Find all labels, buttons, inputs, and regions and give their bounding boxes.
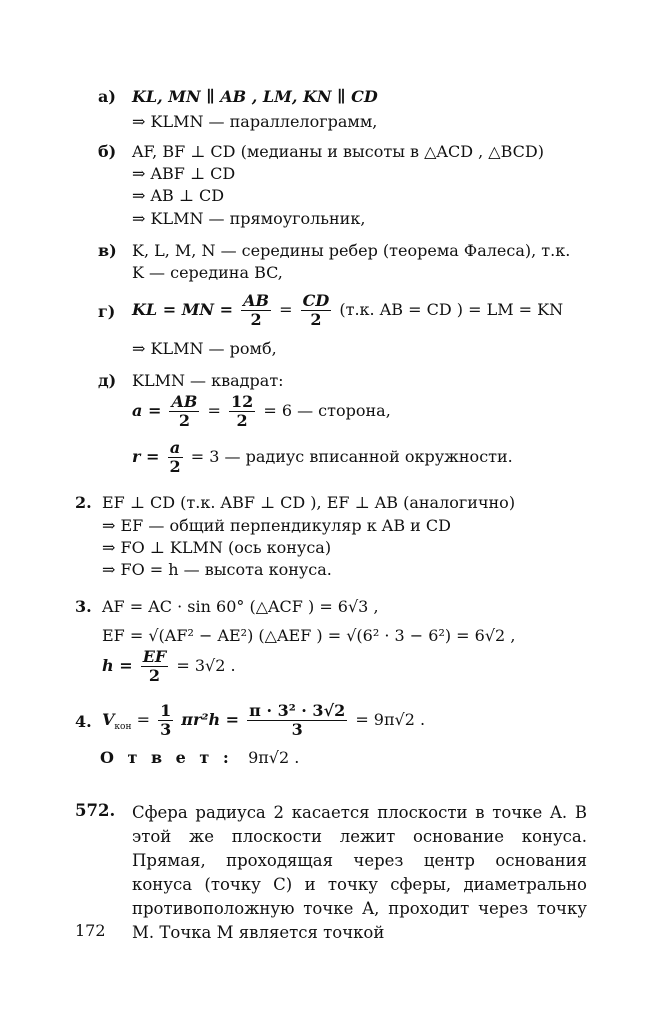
denominator: 3 — [291, 720, 303, 739]
item-v-line1: K, L, M, N — середины ребер (теорема Фалеса), т.к. — [132, 241, 571, 260]
fraction-1-3 — [158, 702, 173, 739]
step-3-height — [102, 648, 236, 685]
problem-572-number: 572. — [75, 801, 116, 820]
item-b-line2: ⇒ ABF ⊥ CD — [132, 164, 236, 183]
r-pre: r = — [132, 447, 160, 466]
numerator: CD — [302, 291, 330, 310]
step-2-line2: ⇒ EF — общий перпендикуляр к AB и CD — [102, 516, 451, 535]
denominator: 2 — [310, 310, 322, 329]
item-d-label: д) — [98, 371, 117, 390]
fraction-ab-2 — [169, 393, 199, 430]
fraction-cd-2 — [301, 292, 332, 329]
step-4-number: 4. — [75, 712, 92, 731]
item-a-line1: KL, MN ∥ AB , LM, KN ∥ CD — [132, 87, 378, 106]
fraction-volume — [247, 702, 347, 739]
fraction-a-2 — [168, 439, 183, 476]
item-v-line2: K — середина BC, — [132, 263, 283, 282]
g-pre: KL = MN = — [132, 300, 234, 319]
equals: = — [279, 300, 293, 319]
step-3-line1: AF = AC · sin 60° (△ACF ) = 6√3 , — [102, 597, 379, 616]
item-g-equation — [132, 292, 563, 329]
item-d-line1: KLMN — квадрат: — [132, 371, 284, 390]
item-b-line1: AF, BF ⊥ CD (медианы и высоты в △ACD , △BCD) — [132, 142, 544, 161]
denominator: 3 — [160, 720, 172, 739]
item-a-line2: ⇒ KLMN — параллелограмм, — [132, 112, 378, 131]
answer-line — [100, 748, 299, 768]
a-pre: a = — [132, 401, 162, 420]
denominator: 2 — [178, 411, 190, 430]
numerator: π · 3² · 3√2 — [249, 701, 346, 720]
step-2-line3: ⇒ FO ⊥ KLMN (ось конуса) — [102, 538, 332, 557]
step-2-line4: ⇒ FO = h — высота конуса. — [102, 560, 332, 579]
step-3-line2: EF = √(AF² − AE²) (△AEF ) = √(6² · 3 − 6²) = 6√2 , — [102, 626, 516, 645]
item-d-side — [132, 393, 391, 430]
problem-572-text: Сфера радиуса 2 касается плоскости в точке A. В этой же плоскости лежит основание конуса. Прямая, проходящая через центр основания конуса (точку C) и точку сферы, диаметрально противоположную точке A, проходит через точку M. Точка M является точкой — [132, 803, 587, 942]
denominator: 2 — [169, 457, 181, 476]
item-d-radius — [132, 439, 513, 476]
item-b-line3: ⇒ AB ⊥ CD — [132, 186, 225, 205]
numerator: AB — [171, 392, 198, 411]
denominator: 2 — [236, 411, 248, 430]
volume-mid: πr²h = — [181, 710, 240, 729]
numerator: 12 — [230, 392, 254, 411]
equals: = — [136, 710, 150, 729]
denominator: 2 — [148, 666, 161, 685]
numerator: 1 — [160, 701, 172, 720]
r-post: = 3 — радиус вписанной окружности. — [190, 447, 513, 466]
item-b-label: б) — [98, 142, 117, 161]
volume-subscript: кон — [114, 722, 132, 733]
page-number: 172 — [75, 921, 106, 940]
equals: = — [207, 401, 221, 420]
fraction-ef-2 — [141, 648, 169, 685]
g-post: (т.к. AB = CD ) = LM = KN — [339, 300, 564, 319]
volume-result: = 9π√2 . — [355, 710, 426, 729]
numerator: AB — [243, 291, 270, 310]
item-a-label: а) — [98, 87, 116, 106]
numerator: EF — [142, 647, 167, 666]
denominator: 2 — [250, 310, 262, 329]
step-4-volume — [102, 702, 425, 739]
fraction-12-2 — [229, 393, 255, 430]
h-post: = 3√2 . — [176, 656, 236, 675]
h-pre: h = — [102, 656, 133, 675]
fraction-ab-2 — [241, 292, 271, 329]
a-post: = 6 — сторона, — [263, 401, 391, 420]
answer-value: 9π√2 . — [248, 748, 300, 767]
numerator: a — [168, 439, 183, 458]
item-g-label: г) — [98, 302, 116, 321]
step-3-number: 3. — [75, 597, 92, 616]
answer-label: О т в е т : — [100, 748, 233, 767]
item-v-label: в) — [98, 241, 117, 260]
item-b-line4: ⇒ KLMN — прямоугольник, — [132, 209, 366, 228]
step-2-number: 2. — [75, 493, 92, 512]
step-2-line1: EF ⊥ CD (т.к. ABF ⊥ CD ), EF ⊥ AB (аналогично) — [102, 493, 516, 512]
item-g-line2: ⇒ KLMN — ромб, — [132, 339, 277, 358]
volume-symbol: V — [102, 710, 115, 729]
